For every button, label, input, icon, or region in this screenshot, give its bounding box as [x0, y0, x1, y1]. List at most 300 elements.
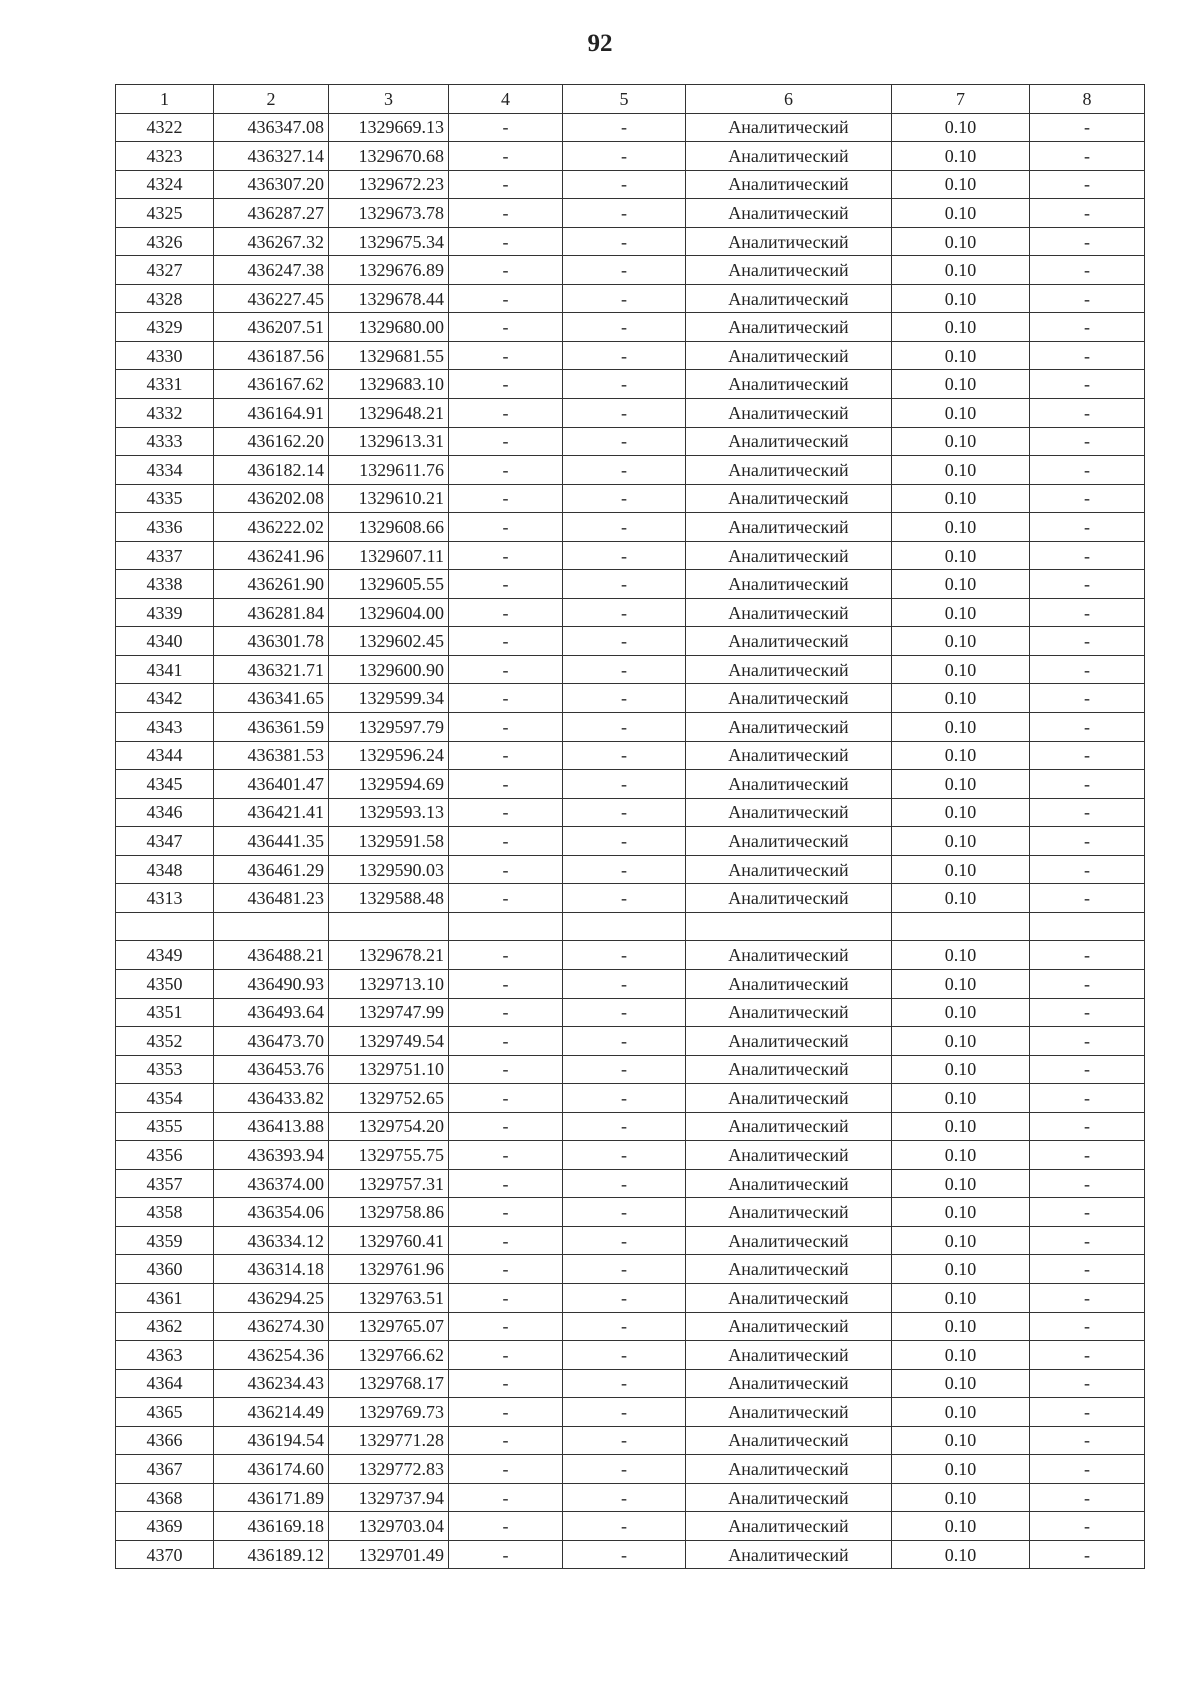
column-8-cell: - — [1030, 1312, 1145, 1341]
column-8-cell: - — [1030, 427, 1145, 456]
y-coordinate-cell: 1329760.41 — [329, 1226, 449, 1255]
method-cell: Аналитический — [686, 341, 892, 370]
method-cell: Аналитический — [686, 598, 892, 627]
column-8-cell: - — [1030, 256, 1145, 285]
method-cell: Аналитический — [686, 741, 892, 770]
method-cell: Аналитический — [686, 1540, 892, 1569]
column-5-cell: - — [563, 941, 686, 970]
column-5-cell: - — [563, 1198, 686, 1227]
point-number-cell: 4364 — [116, 1369, 214, 1398]
point-number-cell: 4324 — [116, 170, 214, 199]
point-number-cell: 4350 — [116, 969, 214, 998]
column-8-cell: - — [1030, 1512, 1145, 1541]
column-8-cell: - — [1030, 313, 1145, 342]
column-4-cell: - — [449, 541, 563, 570]
x-coordinate-cell: 436187.56 — [214, 341, 329, 370]
x-coordinate-cell: 436261.90 — [214, 570, 329, 599]
point-number-cell: 4330 — [116, 341, 214, 370]
point-number-cell: 4325 — [116, 199, 214, 228]
table-row — [116, 341, 1145, 370]
column-4-cell: - — [449, 1255, 563, 1284]
column-header: 8 — [1030, 85, 1145, 114]
x-coordinate-cell: 436354.06 — [214, 1198, 329, 1227]
x-coordinate-cell: 436202.08 — [214, 484, 329, 513]
y-coordinate-cell: 1329669.13 — [329, 113, 449, 142]
column-5-cell: - — [563, 541, 686, 570]
method-cell: Аналитический — [686, 884, 892, 913]
accuracy-cell: 0.10 — [892, 1084, 1030, 1113]
column-4-cell: - — [449, 1455, 563, 1484]
table-row — [116, 1312, 1145, 1341]
y-coordinate-cell: 1329611.76 — [329, 456, 449, 485]
table-row — [116, 370, 1145, 399]
y-coordinate-cell: 1329604.00 — [329, 598, 449, 627]
column-4-cell: - — [449, 713, 563, 742]
table-row — [116, 1255, 1145, 1284]
point-number-cell: 4335 — [116, 484, 214, 513]
table-row — [116, 1398, 1145, 1427]
column-8-cell: - — [1030, 570, 1145, 599]
table-row — [116, 1455, 1145, 1484]
table-row — [116, 827, 1145, 856]
table-row — [116, 399, 1145, 428]
table-row — [116, 684, 1145, 713]
column-8-cell: - — [1030, 199, 1145, 228]
page-number: 92 — [587, 30, 613, 57]
column-4-cell: - — [449, 884, 563, 913]
column-4-cell: - — [449, 399, 563, 428]
column-5-cell: - — [563, 427, 686, 456]
accuracy-cell: 0.10 — [892, 113, 1030, 142]
coordinates-table — [115, 84, 1145, 1569]
x-coordinate-cell: 436274.30 — [214, 1312, 329, 1341]
column-8-cell: - — [1030, 170, 1145, 199]
column-8-cell: - — [1030, 142, 1145, 171]
column-4-cell: - — [449, 370, 563, 399]
table-row — [116, 284, 1145, 313]
column-5-cell: - — [563, 1055, 686, 1084]
accuracy-cell: 0.10 — [892, 227, 1030, 256]
column-4-cell: - — [449, 1084, 563, 1113]
accuracy-cell: 0.10 — [892, 627, 1030, 656]
method-cell: Аналитический — [686, 627, 892, 656]
table-row — [116, 941, 1145, 970]
column-8-cell: - — [1030, 1055, 1145, 1084]
table-row — [116, 227, 1145, 256]
method-cell: Аналитический — [686, 1141, 892, 1170]
accuracy-cell: 0.10 — [892, 1341, 1030, 1370]
column-5-cell: - — [563, 256, 686, 285]
column-5-cell: - — [563, 1255, 686, 1284]
column-5-cell: - — [563, 1312, 686, 1341]
point-number-cell: 4344 — [116, 741, 214, 770]
column-4-cell: - — [449, 598, 563, 627]
column-8-cell: - — [1030, 1027, 1145, 1056]
x-coordinate-cell: 436182.14 — [214, 456, 329, 485]
column-4-cell: - — [449, 199, 563, 228]
point-number-cell: 4331 — [116, 370, 214, 399]
table-row — [116, 655, 1145, 684]
column-5-cell: - — [563, 199, 686, 228]
method-cell: Аналитический — [686, 399, 892, 428]
column-5-cell: - — [563, 284, 686, 313]
column-8-cell: - — [1030, 827, 1145, 856]
method-cell: Аналитический — [686, 427, 892, 456]
table-row — [116, 1084, 1145, 1113]
column-5-cell: - — [563, 1027, 686, 1056]
column-5-cell: - — [563, 1341, 686, 1370]
column-4-cell: - — [449, 1369, 563, 1398]
x-coordinate-cell: 436413.88 — [214, 1112, 329, 1141]
method-cell: Аналитический — [686, 1455, 892, 1484]
column-5-cell: - — [563, 370, 686, 399]
column-4-cell: - — [449, 142, 563, 171]
column-header: 7 — [892, 85, 1030, 114]
x-coordinate-cell: 436214.49 — [214, 1398, 329, 1427]
column-8-cell: - — [1030, 113, 1145, 142]
column-8-cell: - — [1030, 1255, 1145, 1284]
accuracy-cell: 0.10 — [892, 1540, 1030, 1569]
column-8-cell: - — [1030, 399, 1145, 428]
column-4-cell: - — [449, 855, 563, 884]
column-8-cell: - — [1030, 969, 1145, 998]
column-4-cell: - — [449, 341, 563, 370]
y-coordinate-cell: 1329681.55 — [329, 341, 449, 370]
column-4-cell: - — [449, 1169, 563, 1198]
column-5-cell: - — [563, 969, 686, 998]
column-8-cell: - — [1030, 284, 1145, 313]
table-row — [116, 1112, 1145, 1141]
column-8-cell: - — [1030, 884, 1145, 913]
accuracy-cell: 0.10 — [892, 284, 1030, 313]
column-4-cell: - — [449, 1027, 563, 1056]
column-8-cell: - — [1030, 1084, 1145, 1113]
column-4-cell: - — [449, 941, 563, 970]
accuracy-cell: 0.10 — [892, 399, 1030, 428]
accuracy-cell: 0.10 — [892, 427, 1030, 456]
accuracy-cell: 0.10 — [892, 1198, 1030, 1227]
y-coordinate-cell: 1329761.96 — [329, 1255, 449, 1284]
point-number-cell: 4345 — [116, 770, 214, 799]
column-8-cell: - — [1030, 1169, 1145, 1198]
accuracy-cell: 0.10 — [892, 827, 1030, 856]
accuracy-cell: 0.10 — [892, 170, 1030, 199]
y-coordinate-cell: 1329593.13 — [329, 798, 449, 827]
method-cell: Аналитический — [686, 113, 892, 142]
y-coordinate-cell: 1329763.51 — [329, 1283, 449, 1312]
y-coordinate-cell: 1329701.49 — [329, 1540, 449, 1569]
x-coordinate-cell: 436361.59 — [214, 713, 329, 742]
column-8-cell: - — [1030, 456, 1145, 485]
column-8-cell: - — [1030, 655, 1145, 684]
table-row — [116, 798, 1145, 827]
accuracy-cell: 0.10 — [892, 541, 1030, 570]
method-cell: Аналитический — [686, 1169, 892, 1198]
column-header: 3 — [329, 85, 449, 114]
y-coordinate-cell: 1329678.44 — [329, 284, 449, 313]
table-row — [116, 484, 1145, 513]
point-number-cell: 4361 — [116, 1283, 214, 1312]
point-number-cell: 4367 — [116, 1455, 214, 1484]
y-coordinate-cell: 1329771.28 — [329, 1426, 449, 1455]
column-5-cell: - — [563, 1169, 686, 1198]
accuracy-cell: 0.10 — [892, 1426, 1030, 1455]
column-8-cell: - — [1030, 627, 1145, 656]
table-row — [116, 313, 1145, 342]
x-coordinate-cell: 436162.20 — [214, 427, 329, 456]
column-5-cell: - — [563, 798, 686, 827]
x-coordinate-cell: 436307.20 — [214, 170, 329, 199]
x-coordinate-cell: 436433.82 — [214, 1084, 329, 1113]
column-4-cell: - — [449, 1112, 563, 1141]
column-header: 6 — [686, 85, 892, 114]
column-8-cell: - — [1030, 1283, 1145, 1312]
x-coordinate-cell: 436341.65 — [214, 684, 329, 713]
table-row — [116, 427, 1145, 456]
point-number-cell: 4313 — [116, 884, 214, 913]
point-number-cell: 4355 — [116, 1112, 214, 1141]
column-4-cell: - — [449, 170, 563, 199]
y-coordinate-cell: 1329602.45 — [329, 627, 449, 656]
y-coordinate-cell: 1329673.78 — [329, 199, 449, 228]
column-8-cell: - — [1030, 741, 1145, 770]
accuracy-cell: 0.10 — [892, 1369, 1030, 1398]
point-number-cell: 4351 — [116, 998, 214, 1027]
y-coordinate-cell: 1329747.99 — [329, 998, 449, 1027]
column-4-cell: - — [449, 741, 563, 770]
column-5-cell: - — [563, 598, 686, 627]
column-8-cell: - — [1030, 227, 1145, 256]
point-number-cell: 4326 — [116, 227, 214, 256]
method-cell: Аналитический — [686, 998, 892, 1027]
method-cell: Аналитический — [686, 827, 892, 856]
column-5-cell: - — [563, 113, 686, 142]
column-8-cell: - — [1030, 341, 1145, 370]
accuracy-cell — [892, 912, 1030, 941]
y-coordinate-cell: 1329599.34 — [329, 684, 449, 713]
x-coordinate-cell: 436493.64 — [214, 998, 329, 1027]
x-coordinate-cell: 436169.18 — [214, 1512, 329, 1541]
y-coordinate-cell: 1329591.58 — [329, 827, 449, 856]
point-number-cell: 4342 — [116, 684, 214, 713]
accuracy-cell: 0.10 — [892, 1027, 1030, 1056]
accuracy-cell: 0.10 — [892, 142, 1030, 171]
column-5-cell: - — [563, 1512, 686, 1541]
table-row — [116, 1027, 1145, 1056]
point-number-cell: 4362 — [116, 1312, 214, 1341]
column-4-cell: - — [449, 770, 563, 799]
column-5-cell: - — [563, 1455, 686, 1484]
accuracy-cell: 0.10 — [892, 484, 1030, 513]
x-coordinate-cell: 436347.08 — [214, 113, 329, 142]
column-4-cell: - — [449, 284, 563, 313]
accuracy-cell: 0.10 — [892, 1255, 1030, 1284]
column-4-cell: - — [449, 1341, 563, 1370]
column-8-cell: - — [1030, 1398, 1145, 1427]
accuracy-cell: 0.10 — [892, 855, 1030, 884]
column-8-cell: - — [1030, 1540, 1145, 1569]
column-8-cell: - — [1030, 798, 1145, 827]
x-coordinate-cell: 436481.23 — [214, 884, 329, 913]
column-8-cell: - — [1030, 1141, 1145, 1170]
column-5-cell: - — [563, 655, 686, 684]
method-cell: Аналитический — [686, 1512, 892, 1541]
x-coordinate-cell: 436167.62 — [214, 370, 329, 399]
column-5-cell: - — [563, 1540, 686, 1569]
accuracy-cell: 0.10 — [892, 199, 1030, 228]
table-row — [116, 598, 1145, 627]
table-row — [116, 912, 1145, 941]
method-cell: Аналитический — [686, 541, 892, 570]
column-5-cell: - — [563, 741, 686, 770]
table-row — [116, 855, 1145, 884]
accuracy-cell: 0.10 — [892, 741, 1030, 770]
x-coordinate-cell: 436287.27 — [214, 199, 329, 228]
column-8-cell: - — [1030, 370, 1145, 399]
column-5-cell: - — [563, 627, 686, 656]
method-cell: Аналитический — [686, 513, 892, 542]
y-coordinate-cell: 1329680.00 — [329, 313, 449, 342]
point-number-cell: 4334 — [116, 456, 214, 485]
x-coordinate-cell: 436194.54 — [214, 1426, 329, 1455]
column-5-cell: - — [563, 484, 686, 513]
accuracy-cell: 0.10 — [892, 1512, 1030, 1541]
column-4-cell: - — [449, 1055, 563, 1084]
x-coordinate-cell: 436473.70 — [214, 1027, 329, 1056]
column-5-cell: - — [563, 770, 686, 799]
y-coordinate-cell: 1329594.69 — [329, 770, 449, 799]
accuracy-cell: 0.10 — [892, 713, 1030, 742]
column-4-cell: - — [449, 627, 563, 656]
column-8-cell: - — [1030, 1226, 1145, 1255]
table-row — [116, 199, 1145, 228]
point-number-cell: 4346 — [116, 798, 214, 827]
column-5-cell: - — [563, 684, 686, 713]
column-5-cell: - — [563, 1226, 686, 1255]
accuracy-cell: 0.10 — [892, 341, 1030, 370]
accuracy-cell: 0.10 — [892, 1483, 1030, 1512]
column-5-cell: - — [563, 513, 686, 542]
point-number-cell: 4352 — [116, 1027, 214, 1056]
x-coordinate-cell: 436171.89 — [214, 1483, 329, 1512]
point-number-cell: 4366 — [116, 1426, 214, 1455]
table-row — [116, 113, 1145, 142]
accuracy-cell: 0.10 — [892, 655, 1030, 684]
table-row — [116, 1341, 1145, 1370]
column-4-cell: - — [449, 1283, 563, 1312]
column-4-cell: - — [449, 1512, 563, 1541]
x-coordinate-cell: 436314.18 — [214, 1255, 329, 1284]
method-cell — [686, 912, 892, 941]
column-4-cell — [449, 912, 563, 941]
column-5-cell: - — [563, 1084, 686, 1113]
y-coordinate-cell: 1329737.94 — [329, 1483, 449, 1512]
point-number-cell: 4340 — [116, 627, 214, 656]
column-4-cell: - — [449, 1141, 563, 1170]
method-cell: Аналитический — [686, 1226, 892, 1255]
column-5-cell: - — [563, 170, 686, 199]
method-cell: Аналитический — [686, 855, 892, 884]
accuracy-cell: 0.10 — [892, 570, 1030, 599]
y-coordinate-cell: 1329648.21 — [329, 399, 449, 428]
y-coordinate-cell: 1329758.86 — [329, 1198, 449, 1227]
point-number-cell: 4358 — [116, 1198, 214, 1227]
method-cell: Аналитический — [686, 484, 892, 513]
method-cell: Аналитический — [686, 798, 892, 827]
y-coordinate-cell — [329, 912, 449, 941]
accuracy-cell: 0.10 — [892, 1312, 1030, 1341]
method-cell: Аналитический — [686, 313, 892, 342]
point-number-cell: 4360 — [116, 1255, 214, 1284]
column-5-cell: - — [563, 1112, 686, 1141]
table-row — [116, 770, 1145, 799]
column-8-cell: - — [1030, 998, 1145, 1027]
x-coordinate-cell: 436234.43 — [214, 1369, 329, 1398]
x-coordinate-cell: 436327.14 — [214, 142, 329, 171]
x-coordinate-cell: 436401.47 — [214, 770, 329, 799]
method-cell: Аналитический — [686, 1369, 892, 1398]
method-cell: Аналитический — [686, 227, 892, 256]
point-number-cell: 4353 — [116, 1055, 214, 1084]
y-coordinate-cell: 1329757.31 — [329, 1169, 449, 1198]
y-coordinate-cell: 1329608.66 — [329, 513, 449, 542]
column-4-cell: - — [449, 827, 563, 856]
column-5-cell: - — [563, 884, 686, 913]
column-4-cell: - — [449, 570, 563, 599]
x-coordinate-cell: 436453.76 — [214, 1055, 329, 1084]
x-coordinate-cell: 436301.78 — [214, 627, 329, 656]
table-row — [116, 884, 1145, 913]
table-row — [116, 1483, 1145, 1512]
point-number-cell: 4359 — [116, 1226, 214, 1255]
x-coordinate-cell: 436393.94 — [214, 1141, 329, 1170]
point-number-cell: 4333 — [116, 427, 214, 456]
y-coordinate-cell: 1329752.65 — [329, 1084, 449, 1113]
accuracy-cell: 0.10 — [892, 1455, 1030, 1484]
x-coordinate-cell: 436441.35 — [214, 827, 329, 856]
table-row — [116, 1055, 1145, 1084]
column-5-cell: - — [563, 1426, 686, 1455]
method-cell: Аналитический — [686, 1283, 892, 1312]
column-5-cell: - — [563, 570, 686, 599]
accuracy-cell: 0.10 — [892, 1226, 1030, 1255]
y-coordinate-cell: 1329613.31 — [329, 427, 449, 456]
y-coordinate-cell: 1329675.34 — [329, 227, 449, 256]
point-number-cell: 4323 — [116, 142, 214, 171]
point-number-cell: 4328 — [116, 284, 214, 313]
table-row — [116, 1141, 1145, 1170]
method-cell: Аналитический — [686, 713, 892, 742]
column-5-cell: - — [563, 827, 686, 856]
accuracy-cell: 0.10 — [892, 1169, 1030, 1198]
method-cell: Аналитический — [686, 1426, 892, 1455]
method-cell: Аналитический — [686, 655, 892, 684]
y-coordinate-cell: 1329600.90 — [329, 655, 449, 684]
accuracy-cell: 0.10 — [892, 941, 1030, 970]
method-cell: Аналитический — [686, 1084, 892, 1113]
table-row — [116, 1169, 1145, 1198]
column-8-cell: - — [1030, 770, 1145, 799]
column-4-cell: - — [449, 1540, 563, 1569]
column-4-cell: - — [449, 1198, 563, 1227]
table-row — [116, 1283, 1145, 1312]
x-coordinate-cell: 436421.41 — [214, 798, 329, 827]
accuracy-cell: 0.10 — [892, 798, 1030, 827]
y-coordinate-cell: 1329610.21 — [329, 484, 449, 513]
column-5-cell: - — [563, 1141, 686, 1170]
accuracy-cell: 0.10 — [892, 969, 1030, 998]
table-row — [116, 741, 1145, 770]
